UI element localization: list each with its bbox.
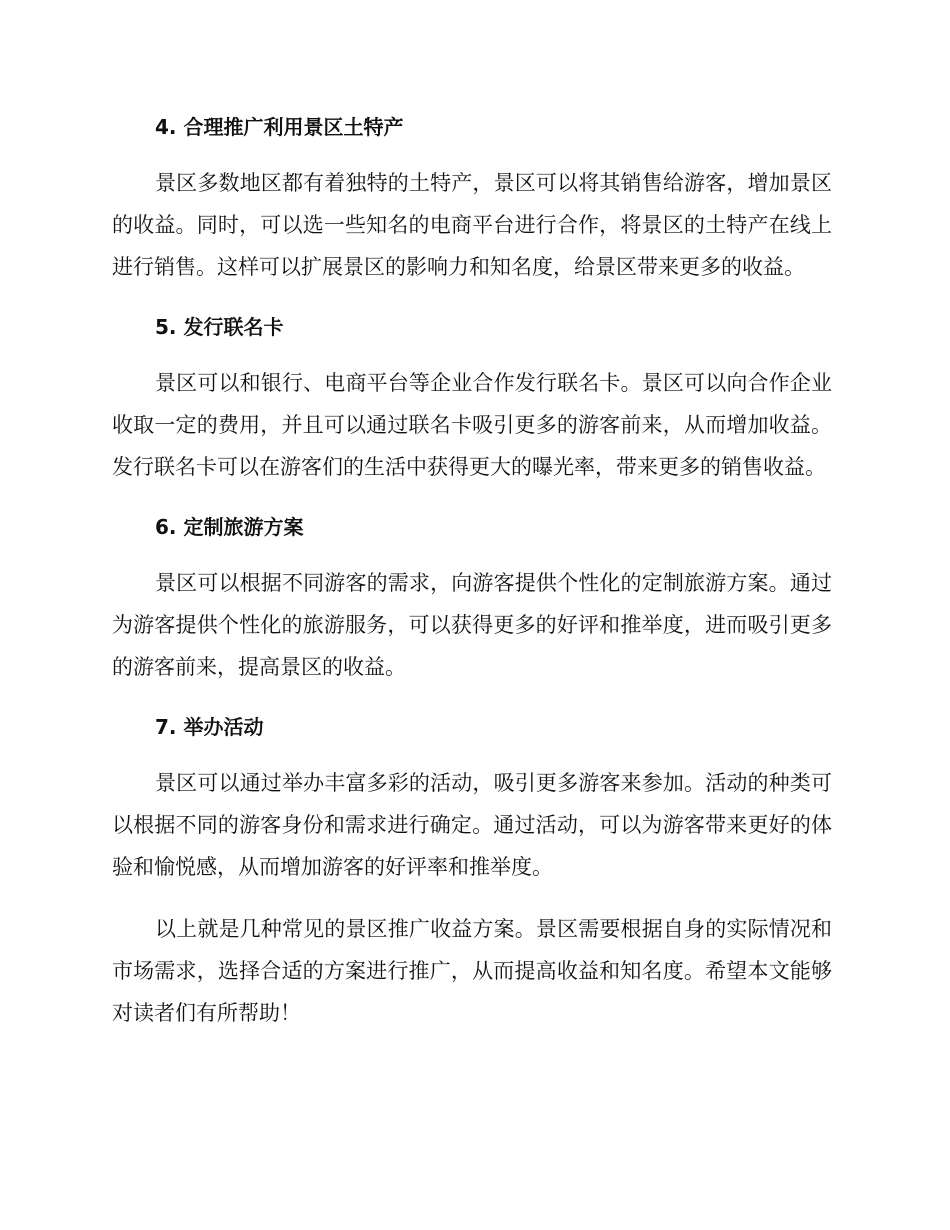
section-heading-7: 7. 举办活动 (155, 715, 264, 739)
section-heading-5: 5. 发行联名卡 (155, 315, 284, 339)
conclusion-paragraph: 以上就是几种常见的景区推广收益方案。景区需要根据自身的实际情况和市场需求，选择合适的方案进行推广，从而提高收益和知名度。希望本文能够对读者们有所帮助！ (112, 917, 832, 1025)
section-body-5: 景区可以和银行、电商平台等企业合作发行联名卡。景区可以向合作企业收取一定的费用，并且可以通过联名卡吸引更多的游客前来，从而增加收益。发行联名卡可以在游客们的生活中获得更大的曝光率，带来更多的销售收益。 (112, 371, 832, 479)
section-heading-6: 6. 定制旅游方案 (155, 515, 304, 539)
section-heading-4: 4. 合理推广利用景区土特产 (155, 115, 404, 139)
document-content (112, 108, 832, 1034)
section-body-4: 景区多数地区都有着独特的土特产，景区可以将其销售给游客，增加景区的收益。同时，可以选一些知名的电商平台进行合作，将景区的土特产在线上进行销售。这样可以扩展景区的影响力和知名度，给景区带来更多的收益。 (112, 171, 832, 279)
section-body-7: 景区可以通过举办丰富多彩的活动，吸引更多游客来参加。活动的种类可以根据不同的游客身份和需求进行确定。通过活动，可以为游客带来更好的体验和愉悦感，从而增加游客的好评率和推举度。 (112, 771, 832, 879)
section-body-6: 景区可以根据不同游客的需求，向游客提供个性化的定制旅游方案。通过为游客提供个性化的旅游服务，可以获得更多的好评和推举度，进而吸引更多的游客前来，提高景区的收益。 (112, 571, 832, 679)
